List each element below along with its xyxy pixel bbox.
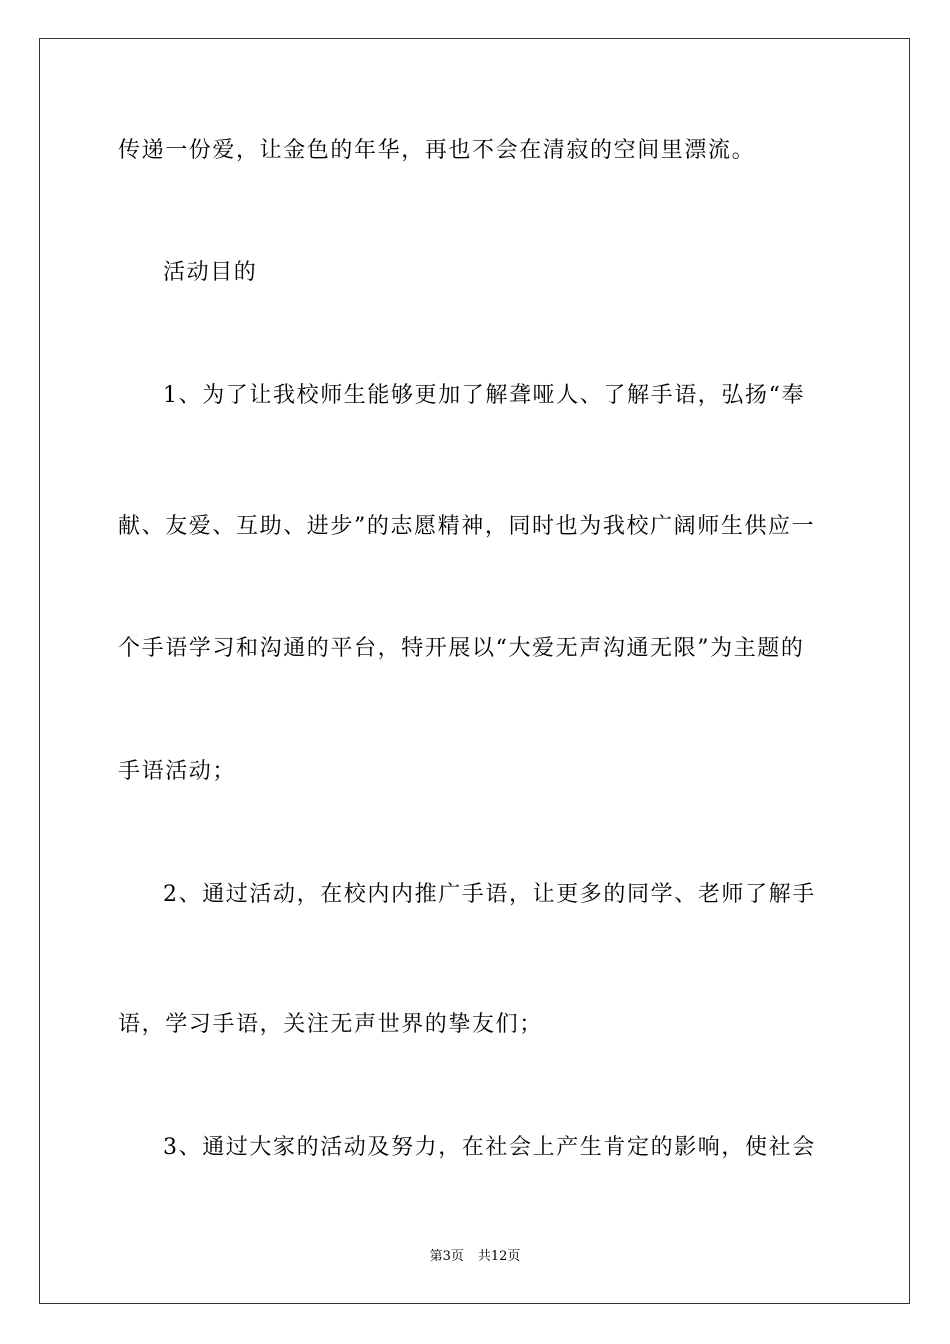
body-line: 传递一份爱，让金色的年华，再也不会在清寂的空间里漂流。: [118, 138, 756, 163]
page-border: [39, 38, 910, 1304]
page-number: 第3页: [429, 1249, 464, 1264]
body-line: 1、为了让我校师生能够更加了解聋哑人、了解手语，弘扬“奉: [163, 383, 806, 408]
body-line: 手语活动；: [118, 759, 237, 784]
body-line: 献、友爱、互助、进步”的志愿精神，同时也为我校广阔师生供应一: [118, 514, 816, 539]
body-line: 语，学习手语，关注无声世界的挚友们；: [118, 1012, 543, 1037]
body-line: 2、通过活动，在校内内推广手语，让更多的同学、老师了解手: [163, 882, 816, 907]
body-line: 个手语学习和沟通的平台，特开展以“大爱无声沟通无限”为主题的: [118, 636, 805, 661]
body-line: 3、通过大家的活动及努力，在社会上产生肯定的影响，使社会: [163, 1135, 816, 1160]
section-heading: 活动目的: [163, 260, 258, 285]
page-total: 共12页: [477, 1249, 521, 1264]
page-footer: [0, 1248, 950, 1266]
